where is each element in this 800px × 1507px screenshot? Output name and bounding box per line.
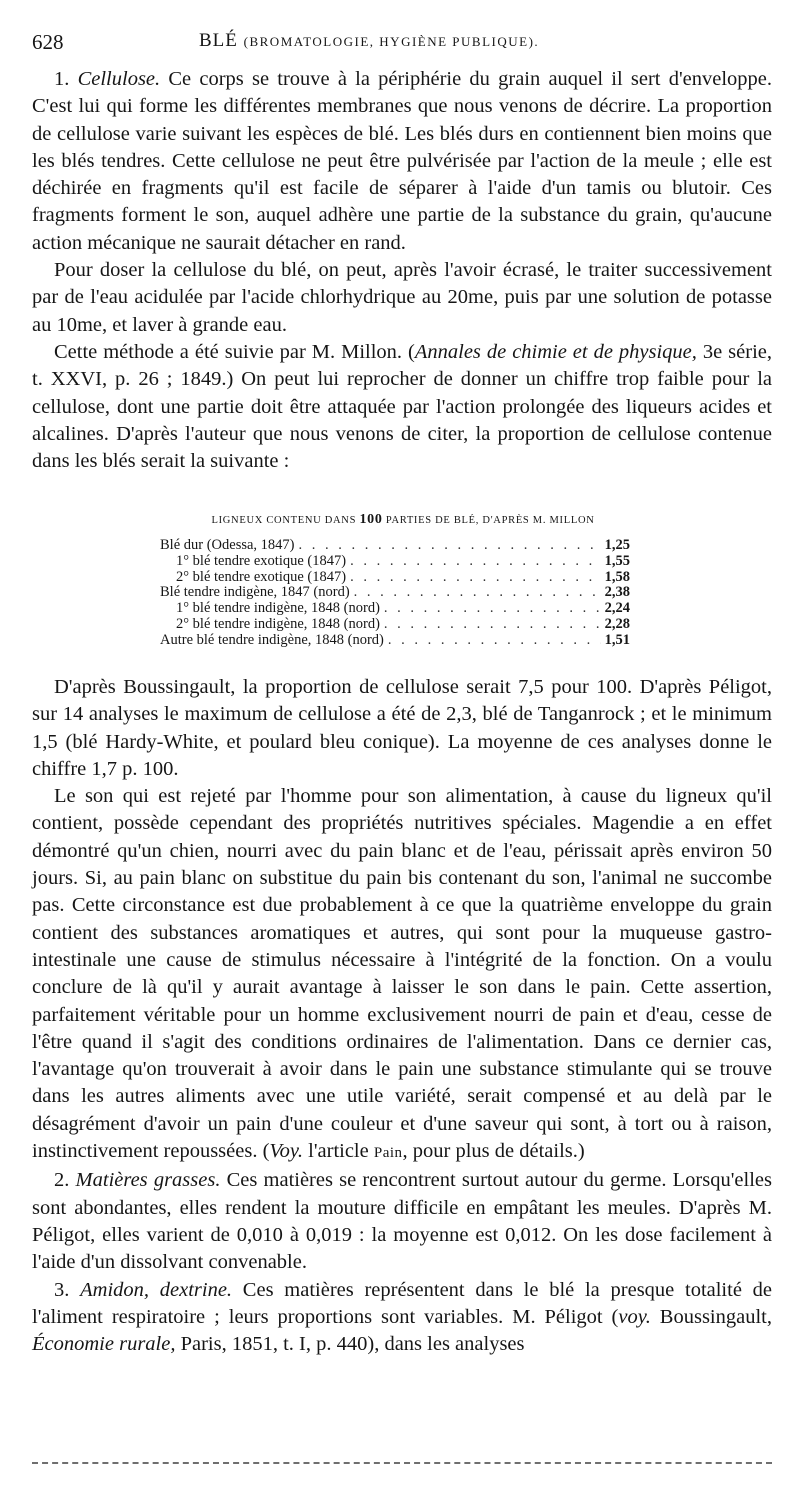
table-row bbox=[160, 554, 630, 570]
main-text-bottom bbox=[32, 674, 772, 1358]
citation-annales: Annales de chimie et de physique, bbox=[414, 340, 697, 363]
table-caption bbox=[188, 512, 618, 528]
row-value: 1,51 bbox=[604, 631, 630, 648]
section-number: 1. bbox=[54, 68, 70, 90]
paragraph-text: Ces matières représentent dans le blé la presque totalité de l'aliment respiratoire ; leurs proportions sont variables. M. Péligot ( bbox=[32, 1278, 773, 1328]
paragraph-amidon bbox=[32, 1277, 772, 1359]
row-label: Autre blé tendre indigène, 1848 (nord) bbox=[160, 631, 384, 648]
dot-leader bbox=[350, 570, 601, 586]
running-header bbox=[32, 30, 772, 60]
table-row bbox=[160, 617, 630, 633]
paragraph-cellulose bbox=[32, 66, 772, 257]
dot-leader bbox=[384, 617, 601, 633]
row-value: 2,28 bbox=[604, 615, 630, 632]
table-row bbox=[160, 601, 630, 617]
section-number: 3. bbox=[54, 1278, 70, 1301]
paragraph-text: Le son qui est rejeté par l'homme pour son alimentation, à cause du ligneux qu'il contient, possède cependant des propriétés nutritives spéciales. Magendie a en effet démontré qu'un chien, nourri avec du pain blanc et de l'eau, périssait après environ 50 jours. Si, au pain blanc on substitue du pain bis contenant du son, l'animal ne succombe pas. Cette circonstance est due probablement à ce que la quatrième enveloppe du grain contient des substances aromatiques et autres, qui sont pour la muqueuse gastro-intestinale une cause de stimulus nécessaire à l'intégrité de la fonction. On a voulu conclure de là qu'il y aurait avantage à laisser le son dans le pain. Cette assertion, parfaitement véritable pour un homme exclusivement nourri de pain et d'eau, cesse de l'être quand il s'agit des conditions ordinaires de l'alimentation. Dans ce dernier cas, l'avantage qu'on trouverait à avoir dans le pain une substance stimulante qui se trouve dans les autres aliments avec une utile variété, serait compensé et au delà par le désagrément d'avoir un pain d'une couleur et d'une saveur qui sont, à tort ou à raison, instinctivement repoussées. ( bbox=[32, 785, 772, 1163]
dot-leader bbox=[354, 585, 601, 601]
table-row bbox=[160, 570, 630, 586]
row-value: 1,58 bbox=[604, 568, 630, 585]
section-number: 2. bbox=[54, 1169, 70, 1192]
caption-number: 100 bbox=[359, 512, 383, 527]
dot-leader bbox=[388, 633, 601, 649]
main-text-top bbox=[32, 66, 772, 475]
row-label: Blé dur (Odessa, 1847) bbox=[160, 537, 295, 553]
voy-abbrev: voy. bbox=[618, 1305, 651, 1328]
row-label: Blé tendre indigène, 1847 (nord) bbox=[160, 584, 350, 601]
paragraph-dosage: Pour doser la cellulose du blé, on peut, après l'avoir écrasé, le traiter successivement par de l'eau acidulée par l'acide chlorhydrique au 20me, puis par une solution de potasse au 10me, et laver à grande eau. bbox=[32, 259, 772, 336]
caption-text: LIGNEUX CONTENU DANS bbox=[211, 515, 357, 526]
dot-leader bbox=[299, 538, 601, 554]
paragraph-text: Ce corps se trouve à la périphérie du grain auquel il sert d'enveloppe. C'est lui qui forme les différentes membranes que nous venons de décrire. La proportion de cellulose varie suivant les espèces de blé. Les blés durs en contiennent bien moins que les blés tendres. Cette cellulose ne peut être pulvérisée par l'action de la meule ; elle est déchirée en fragments qu'il est facile de séparer à l'aide d'un tamis ou blutoir. Ces fragments forment le son, auquel adhère une partie de la substance du grain, qu'aucune action mécanique ne saurait détacher en rand. bbox=[32, 68, 773, 254]
running-title bbox=[199, 30, 539, 52]
row-value: 1,55 bbox=[604, 552, 630, 569]
paragraph-boussingault: D'après Boussingault, la proportion de cellulose serait 7,5 pour 100. D'après Péligot, sur 14 analyses le maximum de cellulose a été de 2,3, blé de Tanganrock ; et le minimum 1,5 (blé Hardy-White, et poulard bleu conique). La moyenne de ces analyses donne le chiffre 1,7 p. 100. bbox=[32, 676, 772, 780]
page-number: 628 bbox=[32, 30, 64, 54]
footer-rule bbox=[32, 1462, 772, 1464]
table-row bbox=[160, 585, 630, 601]
row-label: 2° blé tendre exotique (1847) bbox=[176, 568, 347, 585]
table-row bbox=[160, 538, 630, 554]
paragraph-text: Paris, 1851, t. I, p. 440), dans les analyses bbox=[175, 1333, 525, 1356]
dot-leader bbox=[384, 601, 601, 617]
row-label: 1° blé tendre indigène, 1848 (nord) bbox=[176, 600, 380, 617]
row-value: 2,38 bbox=[604, 584, 630, 601]
paragraph-millon bbox=[32, 339, 772, 475]
paragraph-matieres-grasses bbox=[32, 1167, 772, 1276]
citation-economie-rurale: Économie rurale, bbox=[32, 1333, 176, 1356]
paragraph-text: Cette méthode a été suivie par M. Millon. ( bbox=[54, 340, 415, 363]
section-heading-matieres-grasses: Matières grasses. bbox=[75, 1169, 221, 1192]
row-label: 2° blé tendre indigène, 1848 (nord) bbox=[176, 615, 380, 632]
ligneux-table bbox=[160, 538, 630, 649]
running-title-main: BLÉ bbox=[199, 30, 238, 51]
row-value: 2,24 bbox=[604, 600, 630, 617]
voy-abbrev: Voy. bbox=[269, 1140, 303, 1163]
dot-leader bbox=[350, 554, 601, 570]
paragraph-text: 3e série, t. XXVI, p. 26 ; 1849.) On peut lui reprocher de donner un chiffre trop faible pour la cellulose, dont une partie doit être attaquée par l'action prolongée des liqueurs acides et alcalines. D'après l'auteur que nous venons de citer, la proportion de cellulose contenue dans les blés serait la suivante : bbox=[32, 340, 772, 473]
caption-text: PARTIES DE BLÉ, D'APRÈS M. MILLON bbox=[385, 515, 595, 526]
row-label: 1° blé tendre exotique (1847) bbox=[176, 552, 347, 569]
paragraph-text: , pour plus de détails.) bbox=[402, 1140, 585, 1163]
paragraph-text: l'article bbox=[303, 1140, 374, 1163]
running-title-sub: (BROMATOLOGIE, HYGIÈNE PUBLIQUE). bbox=[243, 34, 540, 49]
paragraph-text: Ces matières se rencontrent surtout autour du germe. Lorsqu'elles sont abondantes, elles rendent la mouture difficile en empâtant les meules. D'après M. Péligot, elles varient de 0,010 à 0,019 : la moyenne est 0,012. On les dose facilement à l'aide d'un dissolvant convenable. bbox=[32, 1169, 773, 1274]
article-reference: Pain bbox=[373, 1145, 403, 1162]
table-row bbox=[160, 633, 630, 649]
row-value: 1,25 bbox=[604, 537, 630, 553]
section-heading-amidon: Amidon, dextrine. bbox=[80, 1278, 233, 1301]
paragraph-text: Boussingault, bbox=[650, 1305, 772, 1328]
section-heading-cellulose: Cellulose. bbox=[77, 68, 161, 90]
paragraph-son bbox=[32, 783, 772, 1167]
